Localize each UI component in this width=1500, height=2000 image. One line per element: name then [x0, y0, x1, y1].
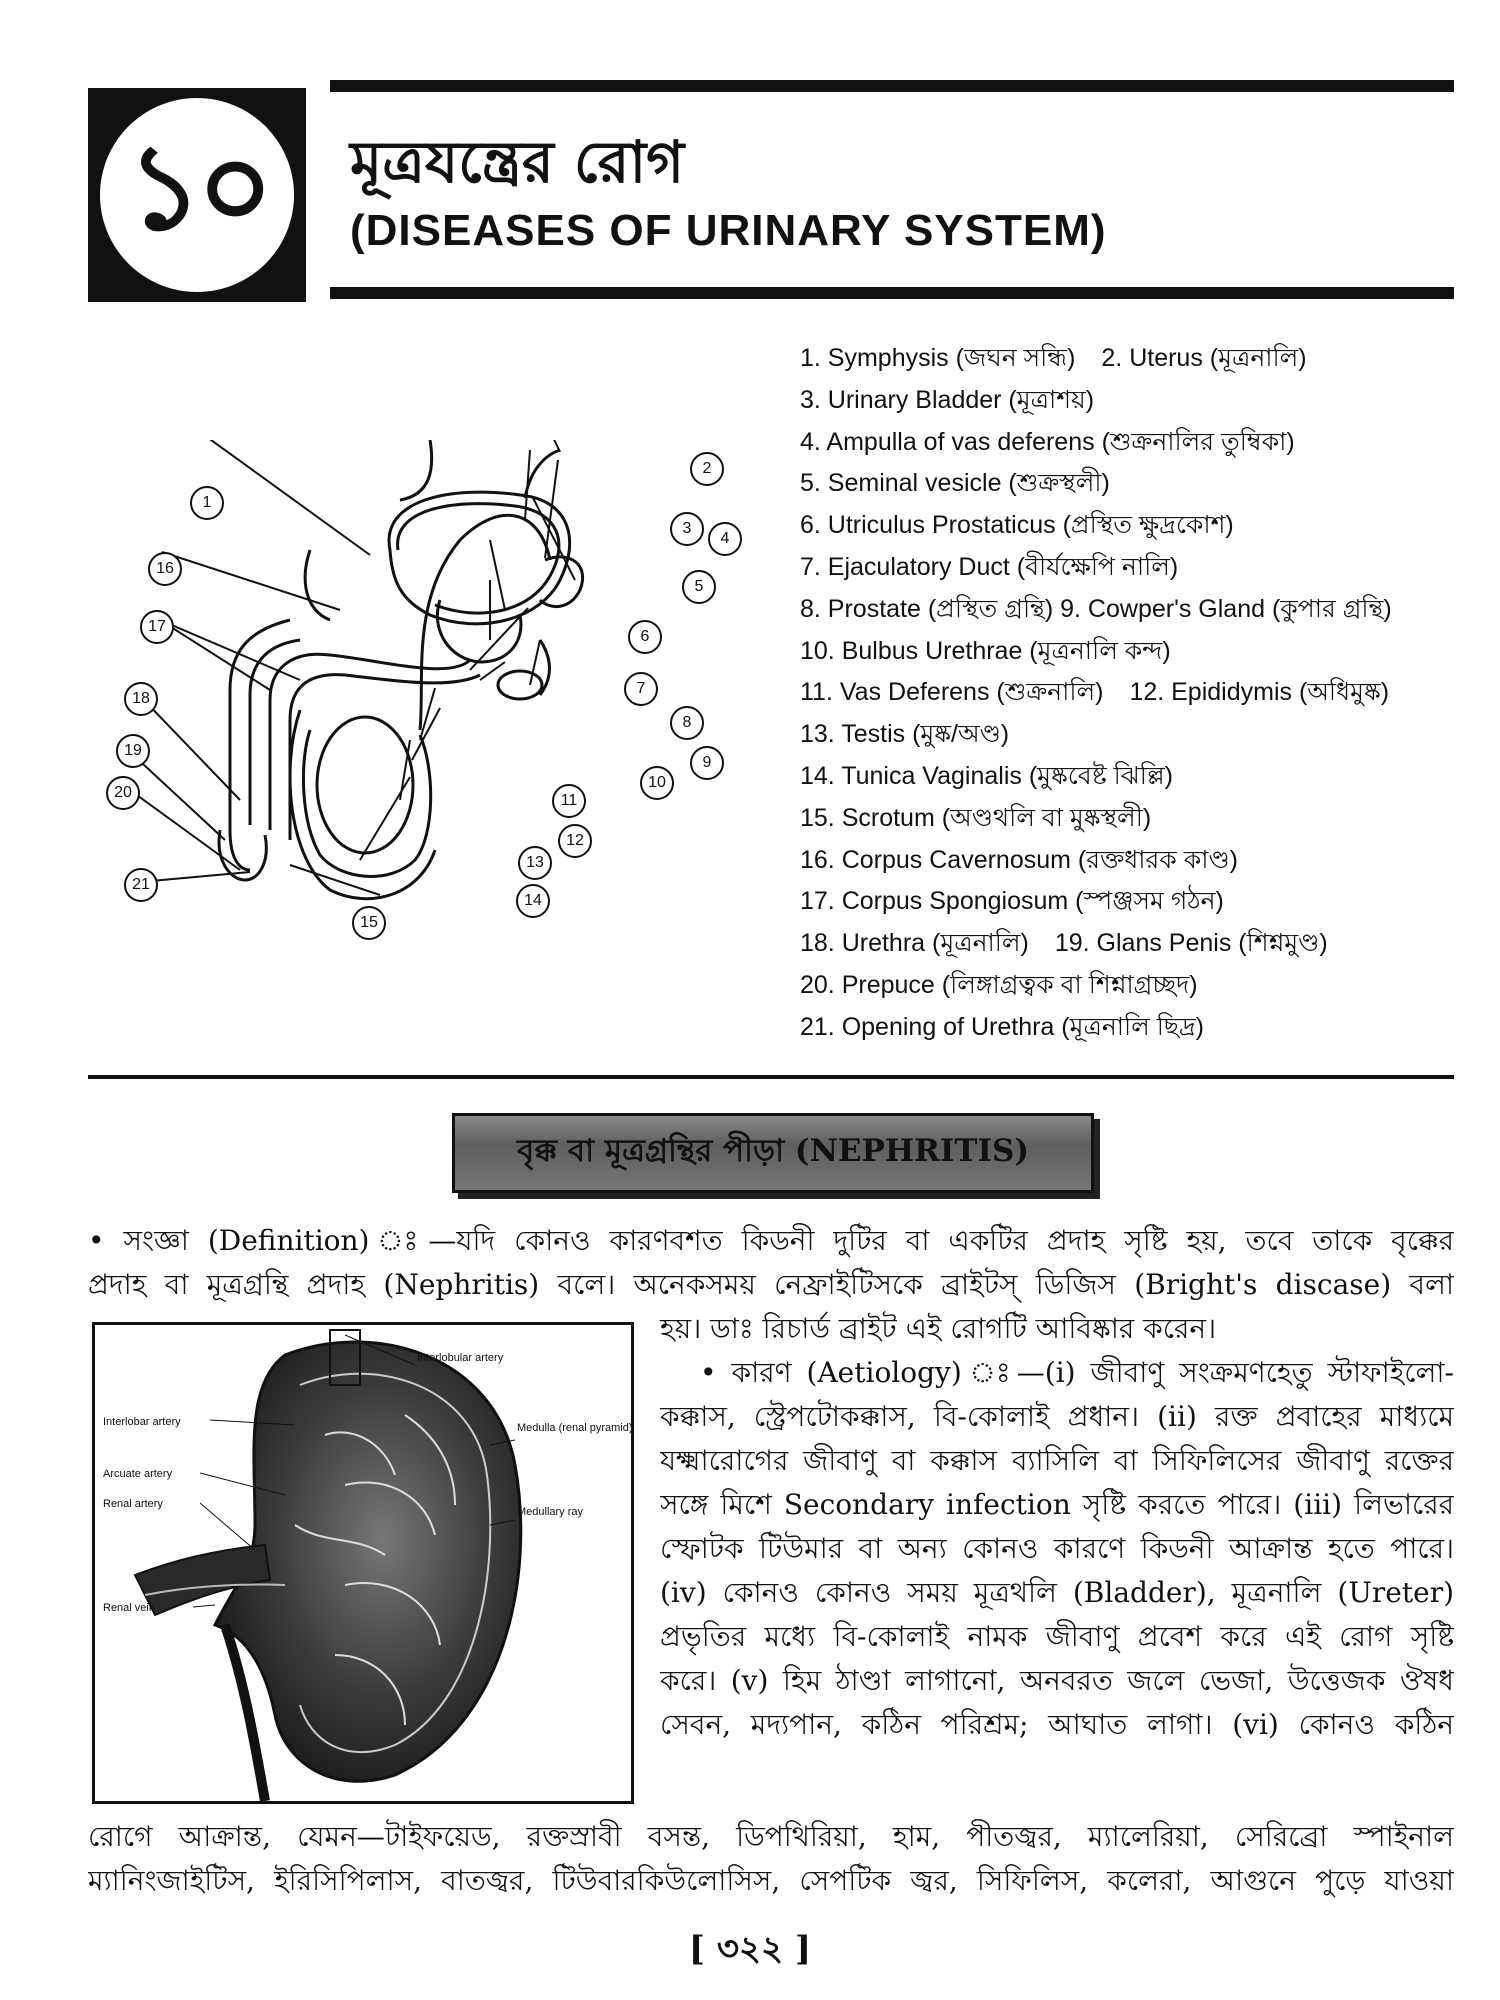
page-number: [ ৩২২ ] [688, 1929, 812, 1969]
label-renal-artery: Renal artery [103, 1498, 163, 1510]
callout-20: 20 [106, 776, 140, 810]
definition-paragraph: • সংজ্ঞা (Definition) ঃ—যদি কোনও কারণবশত কিডনী দুটির বা একটির প্রদাহ সৃষ্টি হয়, তবে তাকে বৃক্কের প্রদাহ বা মূত্রগ্রন্থি প্রদাহ (Nephritis) বলে। অনেকসময় নেফ্রাইটিসকে ব্রাইটস্ ডিজিস (Bright's discase) বলা [88, 1224, 1454, 1301]
legend-row: 1. Symphysis (জঘন সন্ধি) 2. Uterus (মূত্রনালি) [800, 344, 1307, 372]
callout-14: 14 [516, 884, 550, 918]
aetiology-continued: রোগে আক্রান্ত, যেমন—টাইফয়েড, রক্তস্রাবী বসন্ত, ডিপথিরিয়া, হাম, পীতজ্বর, ম্যালেরিয়া, সেরিব্রো স্পাইনাল ম্যানিংজাইটিস, ইরিসিপিলাস, বাতজ্বর, টিউবারকিউলোসিস, সেপটিক জ্বর, সিফিলিস, কলেরা, আগুনে পুড়ে যাওয়া [88, 1820, 1454, 1897]
callout-2: 2 [690, 452, 724, 486]
legend-row: 10. Bulbus Urethrae (মূত্রনালি কন্দ) [800, 636, 1171, 665]
legend-row: 11. Vas Deferens (শুক্রনালি) 12. Epididymis (অধিমুষ্ক) [800, 678, 1390, 707]
legend-row: 15. Scrotum (অণ্ডথলি বা মুষ্কস্থলী) [800, 803, 1152, 832]
section-heading-nephritis: বৃক্ক বা মূত্রগ্রন্থির পীড়া (NEPHRITIS) [452, 1113, 1094, 1193]
legend-row: 3. Urinary Bladder (মূত্রাশয়) [800, 385, 1095, 414]
label-interlobar-artery: Interlobar artery [103, 1416, 181, 1428]
callout-19: 19 [116, 734, 150, 768]
callout-10: 10 [640, 766, 674, 800]
legend-row: 5. Seminal vesicle (শুক্রস্থলী) [800, 469, 1110, 498]
label-medulla: Medulla (renal pyramid) [517, 1422, 631, 1434]
label-renal-vein: Renal vein [103, 1602, 155, 1614]
section-separator [88, 1075, 1454, 1079]
callout-15: 15 [352, 906, 386, 940]
aetiology-paragraph: হয়। ডাঃ রিচার্ড ব্রাইট এই রোগটি আবিষ্কার করেন। • কারণ (Aetiology) ঃ—(i) জীবাণু সংক্রমণহেতু স্টাফাইলো- কক্কাস, স্ট্রেপটোকক্কাস, বি-কোলাই প্রধান। (ii) রক্ত প্রবাহের মাধ্যমে যক্ষ্মারোগের জীবাণু বা কক্কাস ব্যাসিলি বা সিফিলিসের জীবাণু রক্তের সঙ্গে মিশে Secondary infection সৃষ্টি করতে পারে। (iii) লিভারের স্ফোটক টিউমার বা অন্য কোনও কারণে কিডনী আক্রান্ত হতে পারে। (iv) কোনও কোনও সময় মূত্রথলি (Bladder), মূত্রনালি (Ureter) প্রভৃতির মধ্যে বি-কোলাই নামক জীবাণু প্রবেশ করে এই রোগ সৃষ্টি করে। (v) হিম ঠাণ্ডা লাগানো, অনবরত জলে ভেজা, উত্তেজক ঔষধ সেবন, মদ্যপান, কঠিন পরিশ্রম; আঘাত লাগা। (vi) কোনও কঠিন [660, 1312, 1454, 1741]
legend-row: 18. Urethra (মূত্রনালি) 19. Glans Penis (শিশ্নমুণ্ড) [800, 929, 1328, 958]
callout-12: 12 [558, 824, 592, 858]
chapter-number-badge [88, 88, 306, 302]
callout-18: 18 [124, 682, 158, 716]
chapter-title-bengali: মূত্রযন্ত্রের রোগ [350, 128, 685, 196]
callout-17: 17 [140, 610, 174, 644]
legend-row: 21. Opening of Urethra (মূত্রনালি ছিদ্র) [800, 1012, 1204, 1041]
callout-16: 16 [148, 552, 182, 586]
legend-row: 17. Corpus Spongiosum (স্পঞ্জসম গঠন) [800, 887, 1224, 916]
legend-row: 4. Ampulla of vas deferens (শুক্রনালির তুম্বিকা) [800, 427, 1295, 456]
callout-5: 5 [682, 570, 716, 604]
callout-11: 11 [552, 784, 586, 818]
header-top-rule [330, 80, 1454, 92]
header-bottom-rule [330, 287, 1454, 299]
callout-21: 21 [124, 868, 158, 902]
legend-row: 7. Ejaculatory Duct (বীর্যক্ষেপি নালি) [800, 552, 1179, 581]
legend-row: 20. Prepuce (লিঙ্গাগ্রত্বক বা শিশ্নাগ্রচ্ছদ) [800, 970, 1198, 999]
callout-3: 3 [670, 512, 704, 546]
kidney-illustration [95, 1325, 631, 1801]
anatomy-legend [800, 338, 1470, 1049]
kidney-cross-section-figure [92, 1322, 634, 1804]
legend-row: 13. Testis (মুষ্ক/অণ্ড) [800, 720, 1010, 749]
callout-1: 1 [190, 486, 224, 520]
label-interlobular-artery: Interlobular artery [417, 1352, 504, 1364]
legend-row: 14. Tunica Vaginalis (মুষ্কবেষ্ট ঝিল্লি) [800, 761, 1173, 790]
label-arcuate-artery: Arcuate artery [103, 1468, 173, 1480]
callout-8: 8 [670, 706, 704, 740]
callout-6: 6 [628, 620, 662, 654]
callout-4: 4 [708, 522, 742, 556]
chapter-number: ১০ [100, 98, 294, 292]
chapter-title-english: (DISEASES OF URINARY SYSTEM) [350, 206, 1107, 255]
label-medullary-ray: Medullary ray [517, 1506, 584, 1518]
legend-row: 16. Corpus Cavernosum (রক্তধারক কাণ্ড) [800, 845, 1238, 874]
legend-row: 8. Prostate (প্রস্থিত গ্রন্থি) 9. Cowper's Gland (কুপার গ্রন্থি) [800, 594, 1392, 623]
callout-7: 7 [624, 672, 658, 706]
callout-9: 9 [690, 746, 724, 780]
callout-13: 13 [518, 846, 552, 880]
legend-row: 6. Utriculus Prostaticus (প্রস্থিত ক্ষুদ্রকোশ) [800, 511, 1234, 540]
